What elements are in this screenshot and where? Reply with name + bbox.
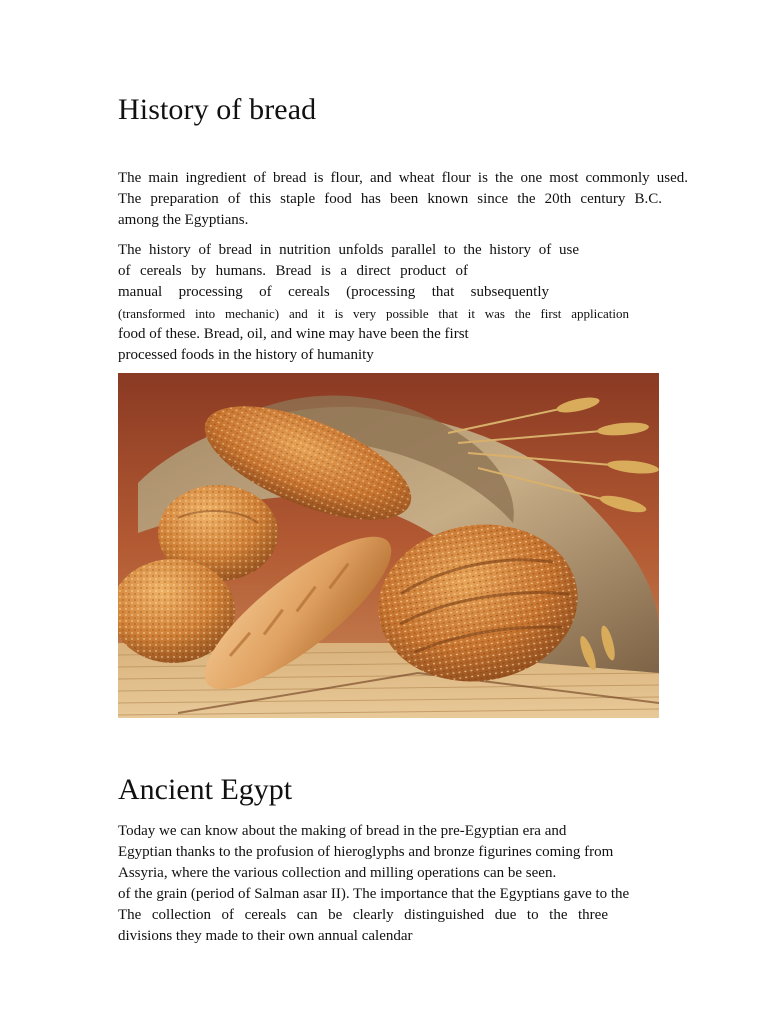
- intro-line-3: among the Egyptians.: [118, 212, 249, 228]
- history-line-4: (transformed into mechanic) and it is very possible that it was the first application: [118, 306, 629, 321]
- history-line-1: The history of bread in nutrition unfolds parallel to the history of use: [118, 242, 579, 258]
- egypt-paragraph: [118, 821, 670, 947]
- page-title: History of bread: [118, 93, 317, 126]
- history-line-2: of cereals by humans. Bread is a direct product of: [118, 263, 468, 279]
- intro-line-2: The preparation of this staple food has been known since the 20th century B.C.: [118, 191, 662, 207]
- egypt-line-5: The collection of cereals can be clearly distinguished due to the three: [118, 907, 608, 923]
- bread-photo: [118, 373, 659, 718]
- history-line-6: processed foods in the history of humanity: [118, 347, 374, 363]
- bread-illustration: [118, 373, 659, 718]
- intro-paragraph: [118, 168, 688, 231]
- egypt-line-1: Today we can know about the making of bread in the pre-Egyptian era and: [118, 823, 567, 839]
- intro-line-1: The main ingredient of bread is flour, and wheat flour is the one most commonly used.: [118, 170, 688, 186]
- egypt-line-4: of the grain (period of Salman asar II). The importance that the Egyptians gave to the: [118, 886, 630, 902]
- egypt-line-6: divisions they made to their own annual calendar: [118, 928, 413, 944]
- egypt-line-3: Assyria, where the various collection and milling operations can be seen.: [118, 865, 557, 881]
- history-line-5: food of these. Bread, oil, and wine may have been the first: [118, 326, 469, 342]
- history-paragraph: [118, 240, 629, 366]
- history-line-3: manual processing of cereals (processing that subsequently: [118, 284, 549, 300]
- egypt-line-2: Egyptian thanks to the profusion of hieroglyphs and bronze figurines coming from: [118, 844, 614, 860]
- section-title-ancient-egypt: Ancient Egypt: [118, 773, 293, 806]
